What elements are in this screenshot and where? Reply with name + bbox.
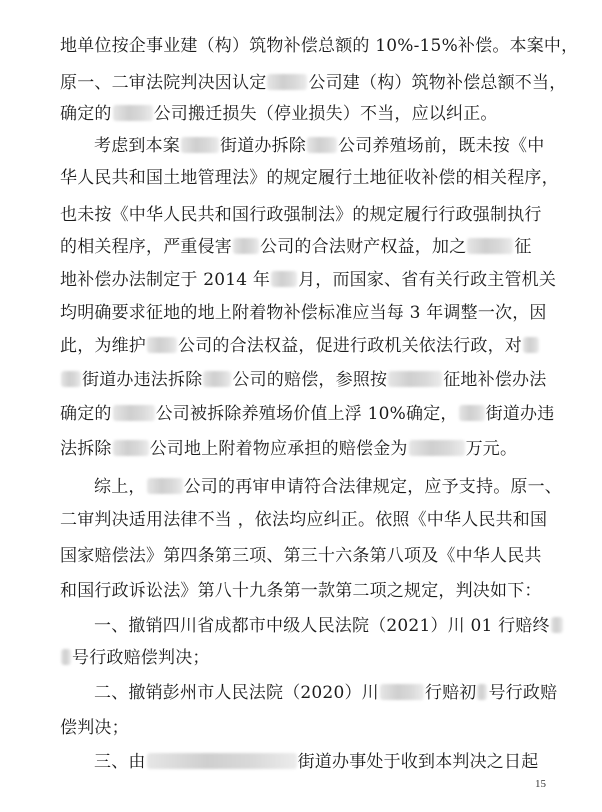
text-line bbox=[94, 683, 557, 705]
redaction-mark bbox=[61, 649, 71, 665]
redaction-mark bbox=[271, 271, 297, 287]
text-segment: 征 bbox=[514, 237, 532, 257]
text-line bbox=[60, 404, 554, 426]
text-segment: 万元。 bbox=[465, 439, 518, 459]
text-segment: 确定的 bbox=[60, 104, 112, 124]
text-line bbox=[94, 477, 562, 499]
text-segment: 考虑到本案 bbox=[94, 136, 180, 156]
redaction-mark bbox=[61, 371, 81, 387]
redaction-mark bbox=[523, 337, 539, 353]
text-line bbox=[60, 718, 129, 740]
text-segment: 公司地上附着物应承担的赔偿金为 bbox=[149, 439, 408, 459]
redaction-mark bbox=[409, 440, 465, 456]
text-segment: 街道办拆除 bbox=[220, 136, 306, 156]
text-segment: 综上， bbox=[94, 477, 146, 497]
text-segment: 公司的合法权益，促进行政机关依法行政，对 bbox=[178, 336, 522, 356]
redaction-mark bbox=[181, 137, 219, 153]
redaction-mark bbox=[551, 617, 563, 633]
page-number: 15 bbox=[535, 778, 546, 790]
text-line bbox=[60, 581, 542, 603]
redaction-mark bbox=[203, 371, 231, 387]
redaction-mark bbox=[459, 405, 485, 421]
text-segment: 地单位按企事业建（构）筑物补偿总额的 10%-15%补偿。本案中， bbox=[60, 36, 579, 56]
text-segment: 行赔初 bbox=[424, 683, 477, 703]
text-segment: 的相关程序，严重侵害 bbox=[60, 237, 232, 257]
text-line bbox=[60, 104, 498, 126]
text-segment: 公司的赔偿，参照按 bbox=[232, 370, 388, 390]
text-segment: 均明确要求征地的地上附着物补偿标准应当每 3 年调整一次，因 bbox=[60, 303, 547, 323]
text-segment: 公司建（构）筑物补偿总额不当， bbox=[308, 73, 567, 93]
text-segment: 街道办事处于收到本判决之日起 bbox=[297, 752, 539, 772]
text-segment: 月，而国家、省有关行政主管机关 bbox=[298, 270, 557, 290]
text-segment: 确定的 bbox=[60, 404, 112, 424]
text-segment: 公司的合法财产权益，加之 bbox=[260, 237, 467, 257]
redaction-mark bbox=[113, 105, 153, 121]
text-segment: 二、撤销彭州市人民法院（2020）川 bbox=[94, 683, 379, 703]
text-line bbox=[60, 439, 517, 461]
text-segment: 征地补偿办法 bbox=[443, 370, 547, 390]
redaction-mark bbox=[307, 137, 337, 153]
redaction-mark bbox=[113, 405, 155, 421]
text-line bbox=[60, 168, 559, 190]
text-segment: 街道办违 bbox=[485, 404, 555, 424]
text-line bbox=[60, 648, 210, 670]
redaction-mark bbox=[267, 74, 307, 90]
text-line bbox=[94, 136, 544, 158]
text-segment: 华人民共和国土地管理法》的规定履行土地征收补偿的相关程序， bbox=[60, 168, 559, 188]
text-segment: 街道办违法拆除 bbox=[82, 370, 203, 390]
text-segment: 和国行政诉讼法》第八十九条第一款第二项之规定，判决如下： bbox=[60, 581, 542, 601]
text-line bbox=[94, 752, 538, 774]
text-segment: 号行政赔 bbox=[488, 683, 558, 703]
text-line bbox=[60, 73, 566, 95]
text-segment: 此，为维护 bbox=[60, 336, 146, 356]
text-line bbox=[60, 370, 546, 392]
redaction-mark bbox=[477, 684, 487, 700]
text-segment: 公司养殖场前，既未按《中 bbox=[338, 136, 545, 156]
text-segment: 法拆除 bbox=[60, 439, 112, 459]
redaction-mark bbox=[113, 440, 149, 456]
redaction-mark bbox=[147, 478, 183, 494]
text-segment: 国家赔偿法》第四条第三项、第三十六条第八项及《中华人民共 bbox=[60, 546, 542, 566]
text-line bbox=[60, 237, 532, 259]
text-segment: 公司搬迁损失（停业损失）不当，应以纠正。 bbox=[153, 104, 498, 124]
text-line bbox=[60, 36, 578, 58]
redaction-mark bbox=[467, 238, 513, 254]
redaction-mark bbox=[147, 753, 297, 769]
text-segment: 公司的再审申请符合法律规定，应予支持。原一、 bbox=[183, 477, 563, 497]
text-segment: 偿判决； bbox=[60, 718, 129, 738]
text-segment: 号行政赔偿判决； bbox=[72, 648, 210, 668]
text-segment: 也未按《中华人民共和国行政强制法》的规定履行行政强制执行 bbox=[60, 205, 542, 225]
text-segment: 地补偿办法制定于 2014 年 bbox=[60, 270, 271, 290]
text-segment: 公司被拆除养殖场价值上浮 10%确定， bbox=[155, 404, 458, 424]
text-segment: 原一、二审法院判决因认定 bbox=[60, 73, 267, 93]
text-line bbox=[60, 546, 542, 568]
text-line bbox=[60, 336, 540, 358]
text-segment: 一、撤销四川省成都市中级人民法院（2021）川 01 行赔终 bbox=[94, 616, 550, 636]
text-line bbox=[94, 616, 564, 638]
text-line bbox=[60, 303, 547, 325]
text-segment: 二审判决适用法律不当 ，依法均应纠正。依照《中华人民共和国 bbox=[60, 510, 548, 530]
text-line bbox=[60, 510, 547, 532]
redaction-mark bbox=[380, 684, 424, 700]
text-segment: 三、由 bbox=[94, 752, 146, 772]
text-line bbox=[60, 205, 542, 227]
redaction-mark bbox=[388, 371, 442, 387]
redaction-mark bbox=[147, 337, 177, 353]
text-line bbox=[60, 270, 556, 292]
redaction-mark bbox=[233, 238, 259, 254]
